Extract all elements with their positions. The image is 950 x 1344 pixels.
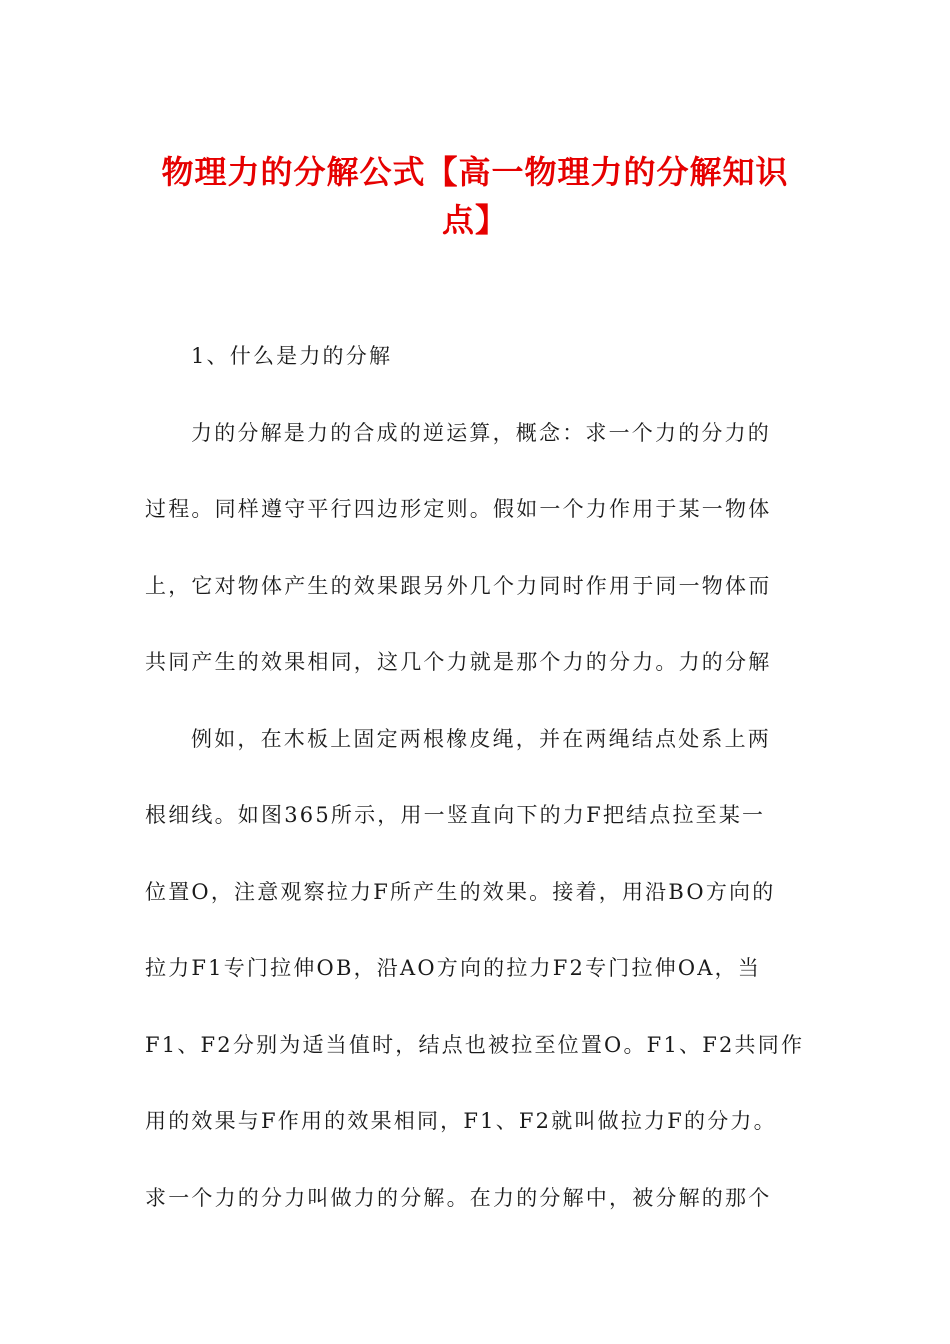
paragraph-line: 例如，在木板上固定两根橡皮绳，并在两绳结点处系上两 — [191, 726, 771, 751]
paragraph-line: F1、F2分别为适当值时，结点也被拉至位置O。F1、F2共同作 — [145, 1032, 805, 1057]
section-heading: 1、什么是力的分解 — [191, 344, 393, 368]
document-title: 物理力的分解公式【高一物理力的分解知识点】 — [161, 153, 789, 239]
paragraph-line: 过程。同样遵守平行四边形定则。假如一个力作用于某一物体 — [145, 497, 772, 521]
paragraph-line: 位置O，注意观察拉力F所产生的效果。接着，用沿BO方向的 — [145, 879, 776, 904]
document-body — [145, 318, 805, 1236]
paragraph-line: 根细线。如图365所示，用一竖直向下的力F把结点拉至某一 — [145, 803, 766, 827]
paragraph-line: 上，它对物体产生的效果跟另外几个力同时作用于同一物体而 — [145, 573, 772, 598]
paragraph-line: 求一个力的分力叫做力的分解。在力的分解中，被分解的那个 — [145, 1185, 772, 1210]
paragraph-line: 共同产生的效果相同，这几个力就是那个力的分力。力的分解 — [145, 650, 772, 674]
paragraph-line: 用的效果与F作用的效果相同，F1、F2就叫做拉力F的分力。 — [145, 1109, 777, 1133]
paragraph-line: 力的分解是力的合成的逆运算，概念：求一个力的分力的 — [191, 420, 771, 445]
paragraph-line: 拉力F1专门拉伸OB，沿AO方向的拉力F2专门拉伸OA，当 — [145, 956, 762, 980]
